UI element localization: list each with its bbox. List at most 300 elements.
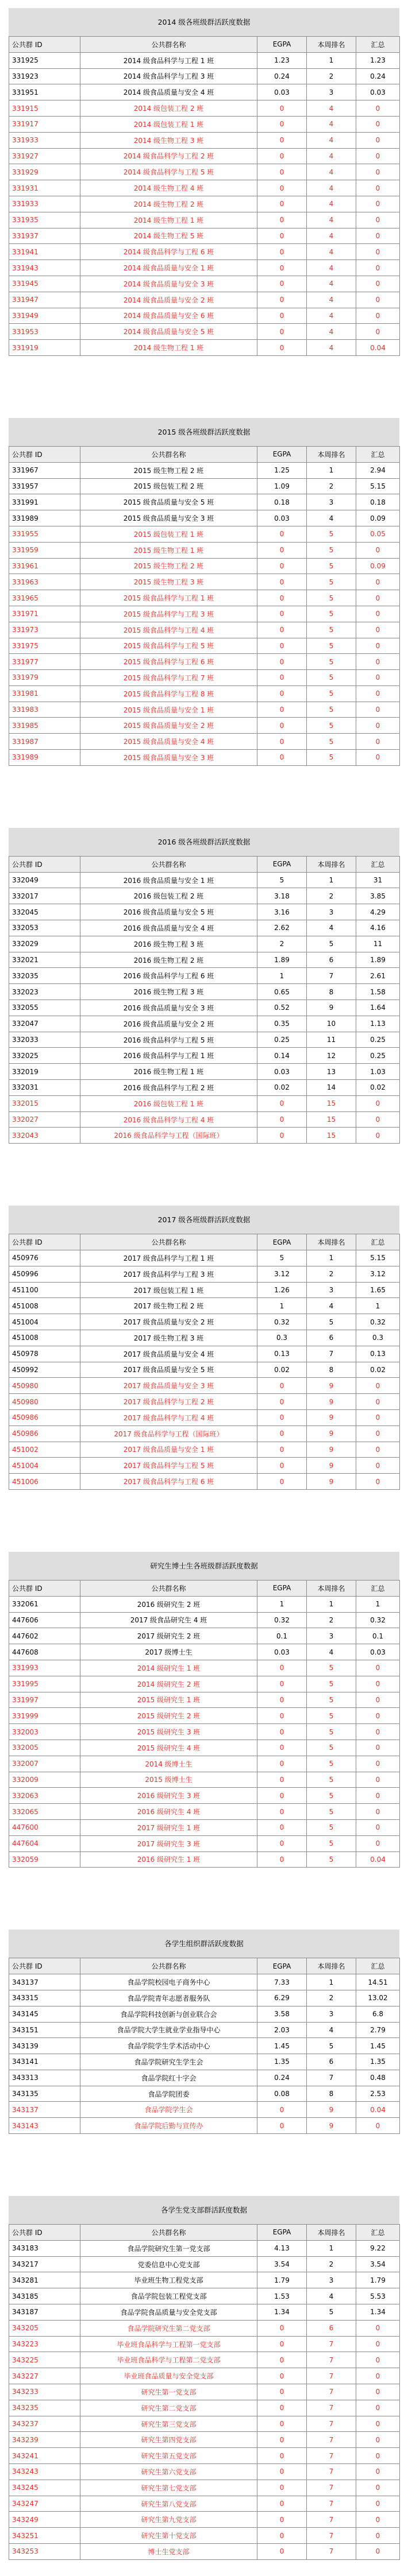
cell-total: 0	[356, 2544, 400, 2560]
cell-group-name: 2016 级研究生 2 班	[80, 1596, 257, 1612]
cell-group-id: 343253	[9, 2544, 80, 2560]
cell-group-name: 毕业班食品质量与安全党支部	[80, 2368, 257, 2384]
cell-egpa: 0	[257, 2118, 307, 2134]
cell-weekly-rank: 5	[307, 1772, 356, 1788]
cell-total: 0	[356, 590, 400, 606]
cell-egpa: 5	[257, 1250, 307, 1266]
cell-group-id: 343145	[9, 2006, 80, 2022]
cell-group-id: 332009	[9, 1772, 80, 1788]
cell-group-name: 2016 级食品科学与工程 4 班	[80, 1111, 257, 1128]
cell-weekly-rank: 7	[307, 2496, 356, 2512]
cell-weekly-rank: 5	[307, 702, 356, 718]
table-row	[9, 276, 400, 292]
table-row	[9, 494, 400, 510]
table-row	[9, 2022, 400, 2038]
table-row	[9, 2448, 400, 2464]
cell-group-name: 2017 级食品科学与工程 5 班	[80, 1458, 257, 1474]
table-header-row	[9, 2225, 400, 2241]
cell-egpa: 0	[257, 116, 307, 132]
cell-total: 0	[356, 1692, 400, 1708]
cell-egpa: 0	[257, 1740, 307, 1756]
cell-group-id: 450986	[9, 1409, 80, 1425]
cell-total: 0	[356, 542, 400, 558]
cell-egpa: 0	[257, 750, 307, 766]
cell-egpa: 0	[257, 2528, 307, 2544]
table-row	[9, 2528, 400, 2544]
column-header-group-name: 公共群名称	[80, 2225, 257, 2241]
table-row	[9, 340, 400, 356]
activity-table	[9, 1580, 400, 1868]
cell-group-id: 331947	[9, 292, 80, 308]
cell-total: 0	[356, 2416, 400, 2432]
cell-group-id: 331971	[9, 606, 80, 622]
table-row	[9, 718, 400, 734]
table-row	[9, 1660, 400, 1676]
cell-egpa: 3.58	[257, 2006, 307, 2022]
cell-egpa: 2.03	[257, 2022, 307, 2038]
cell-egpa: 0	[257, 1692, 307, 1708]
cell-weekly-rank: 2	[307, 478, 356, 494]
cell-weekly-rank: 5	[307, 590, 356, 606]
cell-total: 5.15	[356, 478, 400, 494]
cell-total: 0.13	[356, 1346, 400, 1362]
cell-group-name: 研究生第九党支部	[80, 2512, 257, 2528]
cell-total: 0	[356, 2400, 400, 2416]
table-row	[9, 2384, 400, 2400]
activity-table	[9, 1958, 400, 2134]
cell-group-name: 研究生第五党支部	[80, 2448, 257, 2464]
cell-weekly-rank: 13	[307, 1064, 356, 1080]
cell-group-name: 2014 级研究生 1 班	[80, 1660, 257, 1676]
cell-weekly-rank: 4	[307, 1298, 356, 1314]
section-5	[9, 1930, 399, 2134]
section-2	[9, 828, 399, 1144]
table-row	[9, 1692, 400, 1708]
column-header-total: 汇总	[356, 446, 400, 462]
cell-group-name: 2015 级食品科学与工程 5 班	[80, 638, 257, 654]
cell-weekly-rank: 7	[307, 2384, 356, 2400]
cell-total: 0	[356, 2118, 400, 2134]
cell-group-id: 331941	[9, 244, 80, 260]
cell-egpa: 0	[257, 1851, 307, 1868]
activity-table	[9, 36, 400, 356]
cell-egpa: 0	[257, 2480, 307, 2496]
table-row	[9, 132, 400, 148]
table-row	[9, 292, 400, 308]
cell-weekly-rank: 9	[307, 1474, 356, 1490]
cell-group-name: 2016 级食品科学与工程 2 班	[80, 1080, 257, 1096]
cell-egpa: 0	[257, 1676, 307, 1692]
cell-total: 0	[356, 574, 400, 590]
cell-total: 1.13	[356, 1016, 400, 1032]
cell-weekly-rank: 5	[307, 1692, 356, 1708]
cell-weekly-rank: 5	[307, 1660, 356, 1676]
cell-group-name: 2015 级生物工程 2 班	[80, 558, 257, 574]
cell-total: 0	[356, 702, 400, 718]
cell-egpa: 0.03	[257, 510, 307, 526]
section-title: 各学生组织群活跃度数据	[9, 1930, 399, 1958]
cell-group-id: 331955	[9, 526, 80, 542]
cell-total: 0.32	[356, 1612, 400, 1628]
cell-group-name: 2014 级生物工程 1 班	[80, 340, 257, 356]
cell-group-name: 毕业班食品科学与工程第二党支部	[80, 2352, 257, 2368]
table-row	[9, 1819, 400, 1835]
cell-group-name: 2017 级食品质量与安全 5 班	[80, 1362, 257, 1378]
cell-egpa: 0	[257, 2432, 307, 2448]
cell-total: 0	[356, 670, 400, 686]
table-row	[9, 2102, 400, 2118]
cell-group-name: 2014 级博士生	[80, 1756, 257, 1772]
cell-group-name: 2015 级食品科学与工程 7 班	[80, 670, 257, 686]
table-row	[9, 84, 400, 100]
cell-group-name: 2016 级食品质量与安全 5 班	[80, 904, 257, 920]
cell-group-name: 2016 级食品质量与安全 1 班	[80, 872, 257, 888]
cell-total: 0	[356, 2384, 400, 2400]
table-row	[9, 1048, 400, 1064]
cell-group-name: 2017 级生物工程 2 班	[80, 1298, 257, 1314]
cell-group-id: 343223	[9, 2336, 80, 2352]
cell-group-id: 450976	[9, 1250, 80, 1266]
cell-total: 0	[356, 734, 400, 750]
cell-egpa: 0	[257, 260, 307, 276]
cell-group-name: 2015 级食品质量与安全 5 班	[80, 494, 257, 510]
cell-total: 0	[356, 2320, 400, 2336]
cell-group-id: 331967	[9, 462, 80, 478]
cell-weekly-rank: 3	[307, 904, 356, 920]
cell-weekly-rank: 7	[307, 2352, 356, 2368]
cell-egpa: 0.3	[257, 1330, 307, 1346]
cell-group-id: 331931	[9, 180, 80, 196]
cell-total: 0	[356, 1111, 400, 1128]
cell-egpa: 0	[257, 1804, 307, 1820]
cell-egpa: 1.25	[257, 462, 307, 478]
cell-group-name: 2014 级生物工程 2 班	[80, 196, 257, 212]
table-row	[9, 2432, 400, 2448]
cell-group-name: 2016 级生物工程 3 班	[80, 936, 257, 952]
cell-egpa: 0	[257, 2464, 307, 2480]
cell-group-id: 331917	[9, 116, 80, 132]
table-row	[9, 510, 400, 526]
cell-group-id: 332035	[9, 968, 80, 984]
cell-group-name: 2015 级食品科学与工程 3 班	[80, 606, 257, 622]
cell-group-name: 食品学院包装工程党支部	[80, 2288, 257, 2304]
cell-group-name: 2015 级食品科学与工程 4 班	[80, 622, 257, 638]
cell-total: 1.34	[356, 2304, 400, 2321]
cell-weekly-rank: 5	[307, 526, 356, 542]
table-header-row	[9, 1958, 400, 1974]
cell-total: 0	[356, 1394, 400, 1410]
cell-group-id: 332027	[9, 1111, 80, 1128]
cell-group-id: 447608	[9, 1644, 80, 1660]
cell-group-name: 食品学院科技创新与创业联合会	[80, 2006, 257, 2022]
table-row	[9, 164, 400, 180]
table-row	[9, 2368, 400, 2384]
cell-group-id: 332015	[9, 1095, 80, 1111]
cell-group-name: 2017 级研究生 3 班	[80, 1835, 257, 1851]
section-0	[9, 8, 399, 356]
cell-group-name: 2015 级食品科学与工程 1 班	[80, 590, 257, 606]
cell-group-id: 332017	[9, 888, 80, 904]
table-row	[9, 2544, 400, 2560]
cell-group-id: 343183	[9, 2240, 80, 2256]
table-header-row	[9, 1580, 400, 1596]
cell-total: 0.25	[356, 1048, 400, 1064]
cell-weekly-rank: 7	[307, 968, 356, 984]
cell-total: 0.04	[356, 1851, 400, 1868]
table-row	[9, 100, 400, 117]
cell-egpa: 0.14	[257, 1048, 307, 1064]
cell-weekly-rank: 7	[307, 2512, 356, 2528]
column-header-total: 汇总	[356, 2225, 400, 2241]
cell-egpa: 0	[257, 1409, 307, 1425]
cell-weekly-rank: 2	[307, 1990, 356, 2006]
cell-weekly-rank: 3	[307, 2006, 356, 2022]
cell-total: 0.02	[356, 1080, 400, 1096]
column-header-weekly-rank: 本周排名	[307, 1580, 356, 1596]
table-row	[9, 1016, 400, 1032]
cell-total: 0	[356, 1474, 400, 1490]
table-row	[9, 1394, 400, 1410]
cell-egpa: 0	[257, 734, 307, 750]
table-row	[9, 2480, 400, 2496]
cell-weekly-rank: 9	[307, 1378, 356, 1394]
cell-group-name: 2017 级食品科学与工程 3 班	[80, 1266, 257, 1282]
table-row	[9, 1756, 400, 1772]
cell-group-id: 343251	[9, 2528, 80, 2544]
cell-group-name: 2014 级食品质量与安全 2 班	[80, 292, 257, 308]
table-row	[9, 2118, 400, 2134]
cell-group-id: 343151	[9, 2022, 80, 2038]
cell-group-id: 331991	[9, 494, 80, 510]
cell-group-id: 343241	[9, 2448, 80, 2464]
table-row	[9, 2288, 400, 2304]
table-row	[9, 180, 400, 196]
section-4	[9, 1552, 399, 1868]
cell-group-name: 研究生第七党支部	[80, 2480, 257, 2496]
cell-group-name: 食品学院校园电子商务中心	[80, 1974, 257, 1990]
cell-total: 0	[356, 685, 400, 702]
column-header-total: 汇总	[356, 1580, 400, 1596]
cell-group-id: 331977	[9, 654, 80, 670]
cell-total: 0	[356, 622, 400, 638]
cell-egpa: 0	[257, 148, 307, 164]
cell-group-name: 2016 级食品科学与工程 5 班	[80, 1032, 257, 1048]
table-row	[9, 1282, 400, 1298]
column-header-group-id: 公共群 ID	[9, 856, 80, 872]
cell-total: 0.02	[356, 1362, 400, 1378]
cell-group-id: 343141	[9, 2054, 80, 2070]
cell-total: 0	[356, 606, 400, 622]
cell-group-id: 331923	[9, 68, 80, 84]
cell-egpa: 1.53	[257, 2288, 307, 2304]
table-row	[9, 1250, 400, 1266]
table-row	[9, 622, 400, 638]
cell-egpa: 0	[257, 2448, 307, 2464]
cell-group-id: 331987	[9, 734, 80, 750]
table-row	[9, 2416, 400, 2432]
table-row	[9, 308, 400, 324]
cell-egpa: 0	[257, 164, 307, 180]
cell-group-name: 食品学院学生学术活动中心	[80, 2038, 257, 2054]
cell-weekly-rank: 9	[307, 2102, 356, 2118]
cell-egpa: 0	[257, 542, 307, 558]
cell-egpa: 0	[257, 1095, 307, 1111]
cell-group-id: 331943	[9, 260, 80, 276]
cell-egpa: 0.52	[257, 1000, 307, 1016]
cell-total: 0.48	[356, 2070, 400, 2086]
table-row	[9, 1111, 400, 1128]
table-row	[9, 2512, 400, 2528]
column-header-total: 汇总	[356, 1958, 400, 1974]
table-row	[9, 872, 400, 888]
cell-weekly-rank: 4	[307, 260, 356, 276]
cell-group-name: 研究生第十党支部	[80, 2528, 257, 2544]
cell-group-name: 2014 级食品科学与工程 2 班	[80, 148, 257, 164]
cell-group-id: 343135	[9, 2086, 80, 2102]
table-row	[9, 1095, 400, 1111]
table-row	[9, 2352, 400, 2368]
table-row	[9, 1425, 400, 1442]
cell-total: 0	[356, 132, 400, 148]
cell-weekly-rank: 5	[307, 558, 356, 574]
table-row	[9, 888, 400, 904]
cell-weekly-rank: 4	[307, 244, 356, 260]
cell-group-id: 331953	[9, 324, 80, 340]
cell-egpa: 2	[257, 936, 307, 952]
table-row	[9, 920, 400, 936]
cell-total: 0	[356, 2464, 400, 2480]
cell-group-id: 343237	[9, 2416, 80, 2432]
cell-egpa: 0	[257, 2102, 307, 2118]
cell-group-name: 2014 级研究生 2 班	[80, 1676, 257, 1692]
column-header-weekly-rank: 本周排名	[307, 1958, 356, 1974]
cell-total: 0	[356, 196, 400, 212]
cell-egpa: 0	[257, 718, 307, 734]
cell-weekly-rank: 5	[307, 1788, 356, 1804]
cell-egpa: 0	[257, 638, 307, 654]
cell-egpa: 1	[257, 1298, 307, 1314]
cell-total: 1.03	[356, 1064, 400, 1080]
table-row	[9, 968, 400, 984]
table-row	[9, 1128, 400, 1144]
cell-total: 0	[356, 1819, 400, 1835]
cell-total: 0	[356, 1772, 400, 1788]
cell-weekly-rank: 1	[307, 2240, 356, 2256]
cell-group-name: 2017 级研究生 2 班	[80, 1628, 257, 1644]
table-header-row	[9, 446, 400, 462]
cell-group-id: 332065	[9, 1804, 80, 1820]
cell-total: 3.85	[356, 888, 400, 904]
cell-group-id: 332045	[9, 904, 80, 920]
table-row	[9, 1644, 400, 1660]
cell-group-name: 2017 级食品科学与工程 2 班	[80, 1394, 257, 1410]
cell-group-name: 食品学院青年志愿者服务队	[80, 1990, 257, 2006]
cell-group-name: 2016 级研究生 1 班	[80, 1851, 257, 1868]
cell-group-name: 2015 级食品质量与安全 3 班	[80, 510, 257, 526]
table-row	[9, 558, 400, 574]
cell-weekly-rank: 3	[307, 84, 356, 100]
cell-egpa: 0.03	[257, 1644, 307, 1660]
cell-weekly-rank: 4	[307, 340, 356, 356]
cell-weekly-rank: 5	[307, 1819, 356, 1835]
cell-group-name: 2017 级食品质量与安全 2 班	[80, 1314, 257, 1330]
table-row	[9, 952, 400, 968]
cell-egpa: 0	[257, 2496, 307, 2512]
table-row	[9, 1000, 400, 1016]
table-row	[9, 2240, 400, 2256]
cell-group-name: 食品学院研究生第一党支部	[80, 2240, 257, 2256]
cell-egpa: 0	[257, 574, 307, 590]
cell-group-id: 343205	[9, 2320, 80, 2336]
cell-group-id: 447602	[9, 1628, 80, 1644]
cell-weekly-rank: 9	[307, 1394, 356, 1410]
cell-group-id: 332005	[9, 1740, 80, 1756]
cell-egpa: 3.16	[257, 904, 307, 920]
cell-group-name: 2014 级食品质量与安全 4 班	[80, 84, 257, 100]
table-row	[9, 936, 400, 952]
cell-group-name: 2016 级食品质量与安全 2 班	[80, 1016, 257, 1032]
cell-group-id: 447604	[9, 1835, 80, 1851]
cell-egpa: 0	[257, 2512, 307, 2528]
cell-group-name: 2016 级生物工程 2 班	[80, 952, 257, 968]
cell-group-name: 2014 级生物工程 3 班	[80, 132, 257, 148]
cell-group-id: 331929	[9, 164, 80, 180]
table-row	[9, 2304, 400, 2321]
cell-egpa: 0	[257, 1458, 307, 1474]
cell-group-id: 451008	[9, 1330, 80, 1346]
cell-weekly-rank: 9	[307, 1442, 356, 1458]
table-header-row	[9, 856, 400, 872]
cell-egpa: 0	[257, 1474, 307, 1490]
table-row	[9, 654, 400, 670]
cell-weekly-rank: 1	[307, 1974, 356, 1990]
cell-total: 0	[356, 750, 400, 766]
cell-group-name: 研究生第六党支部	[80, 2464, 257, 2480]
cell-weekly-rank: 5	[307, 638, 356, 654]
table-row	[9, 1330, 400, 1346]
cell-egpa: 0	[257, 292, 307, 308]
cell-egpa: 0	[257, 228, 307, 244]
cell-group-id: 331963	[9, 574, 80, 590]
cell-egpa: 0	[257, 244, 307, 260]
table-row	[9, 1772, 400, 1788]
cell-total: 0	[356, 638, 400, 654]
table-row	[9, 542, 400, 558]
cell-egpa: 0	[257, 1378, 307, 1394]
cell-group-id: 332049	[9, 872, 80, 888]
cell-weekly-rank: 4	[307, 2022, 356, 2038]
cell-group-name: 2014 级食品科学与工程 5 班	[80, 164, 257, 180]
cell-group-name: 2014 级食品质量与安全 6 班	[80, 308, 257, 324]
cell-egpa: 0	[257, 1442, 307, 1458]
column-header-egpa: EGPA	[257, 1580, 307, 1596]
cell-weekly-rank: 4	[307, 148, 356, 164]
cell-weekly-rank: 7	[307, 2464, 356, 2480]
cell-egpa: 0.18	[257, 494, 307, 510]
cell-weekly-rank: 4	[307, 228, 356, 244]
cell-total: 0	[356, 100, 400, 117]
cell-total: 0	[356, 1708, 400, 1724]
cell-group-name: 2016 级食品质量与安全 3 班	[80, 1000, 257, 1016]
cell-total: 13.02	[356, 1990, 400, 2006]
cell-group-name: 2015 级生物工程 2 班	[80, 462, 257, 478]
cell-weekly-rank: 7	[307, 2544, 356, 2560]
table-row	[9, 904, 400, 920]
table-row	[9, 1064, 400, 1080]
cell-egpa: 0	[257, 1111, 307, 1128]
cell-egpa: 0	[257, 2320, 307, 2336]
cell-total: 3.54	[356, 2256, 400, 2272]
